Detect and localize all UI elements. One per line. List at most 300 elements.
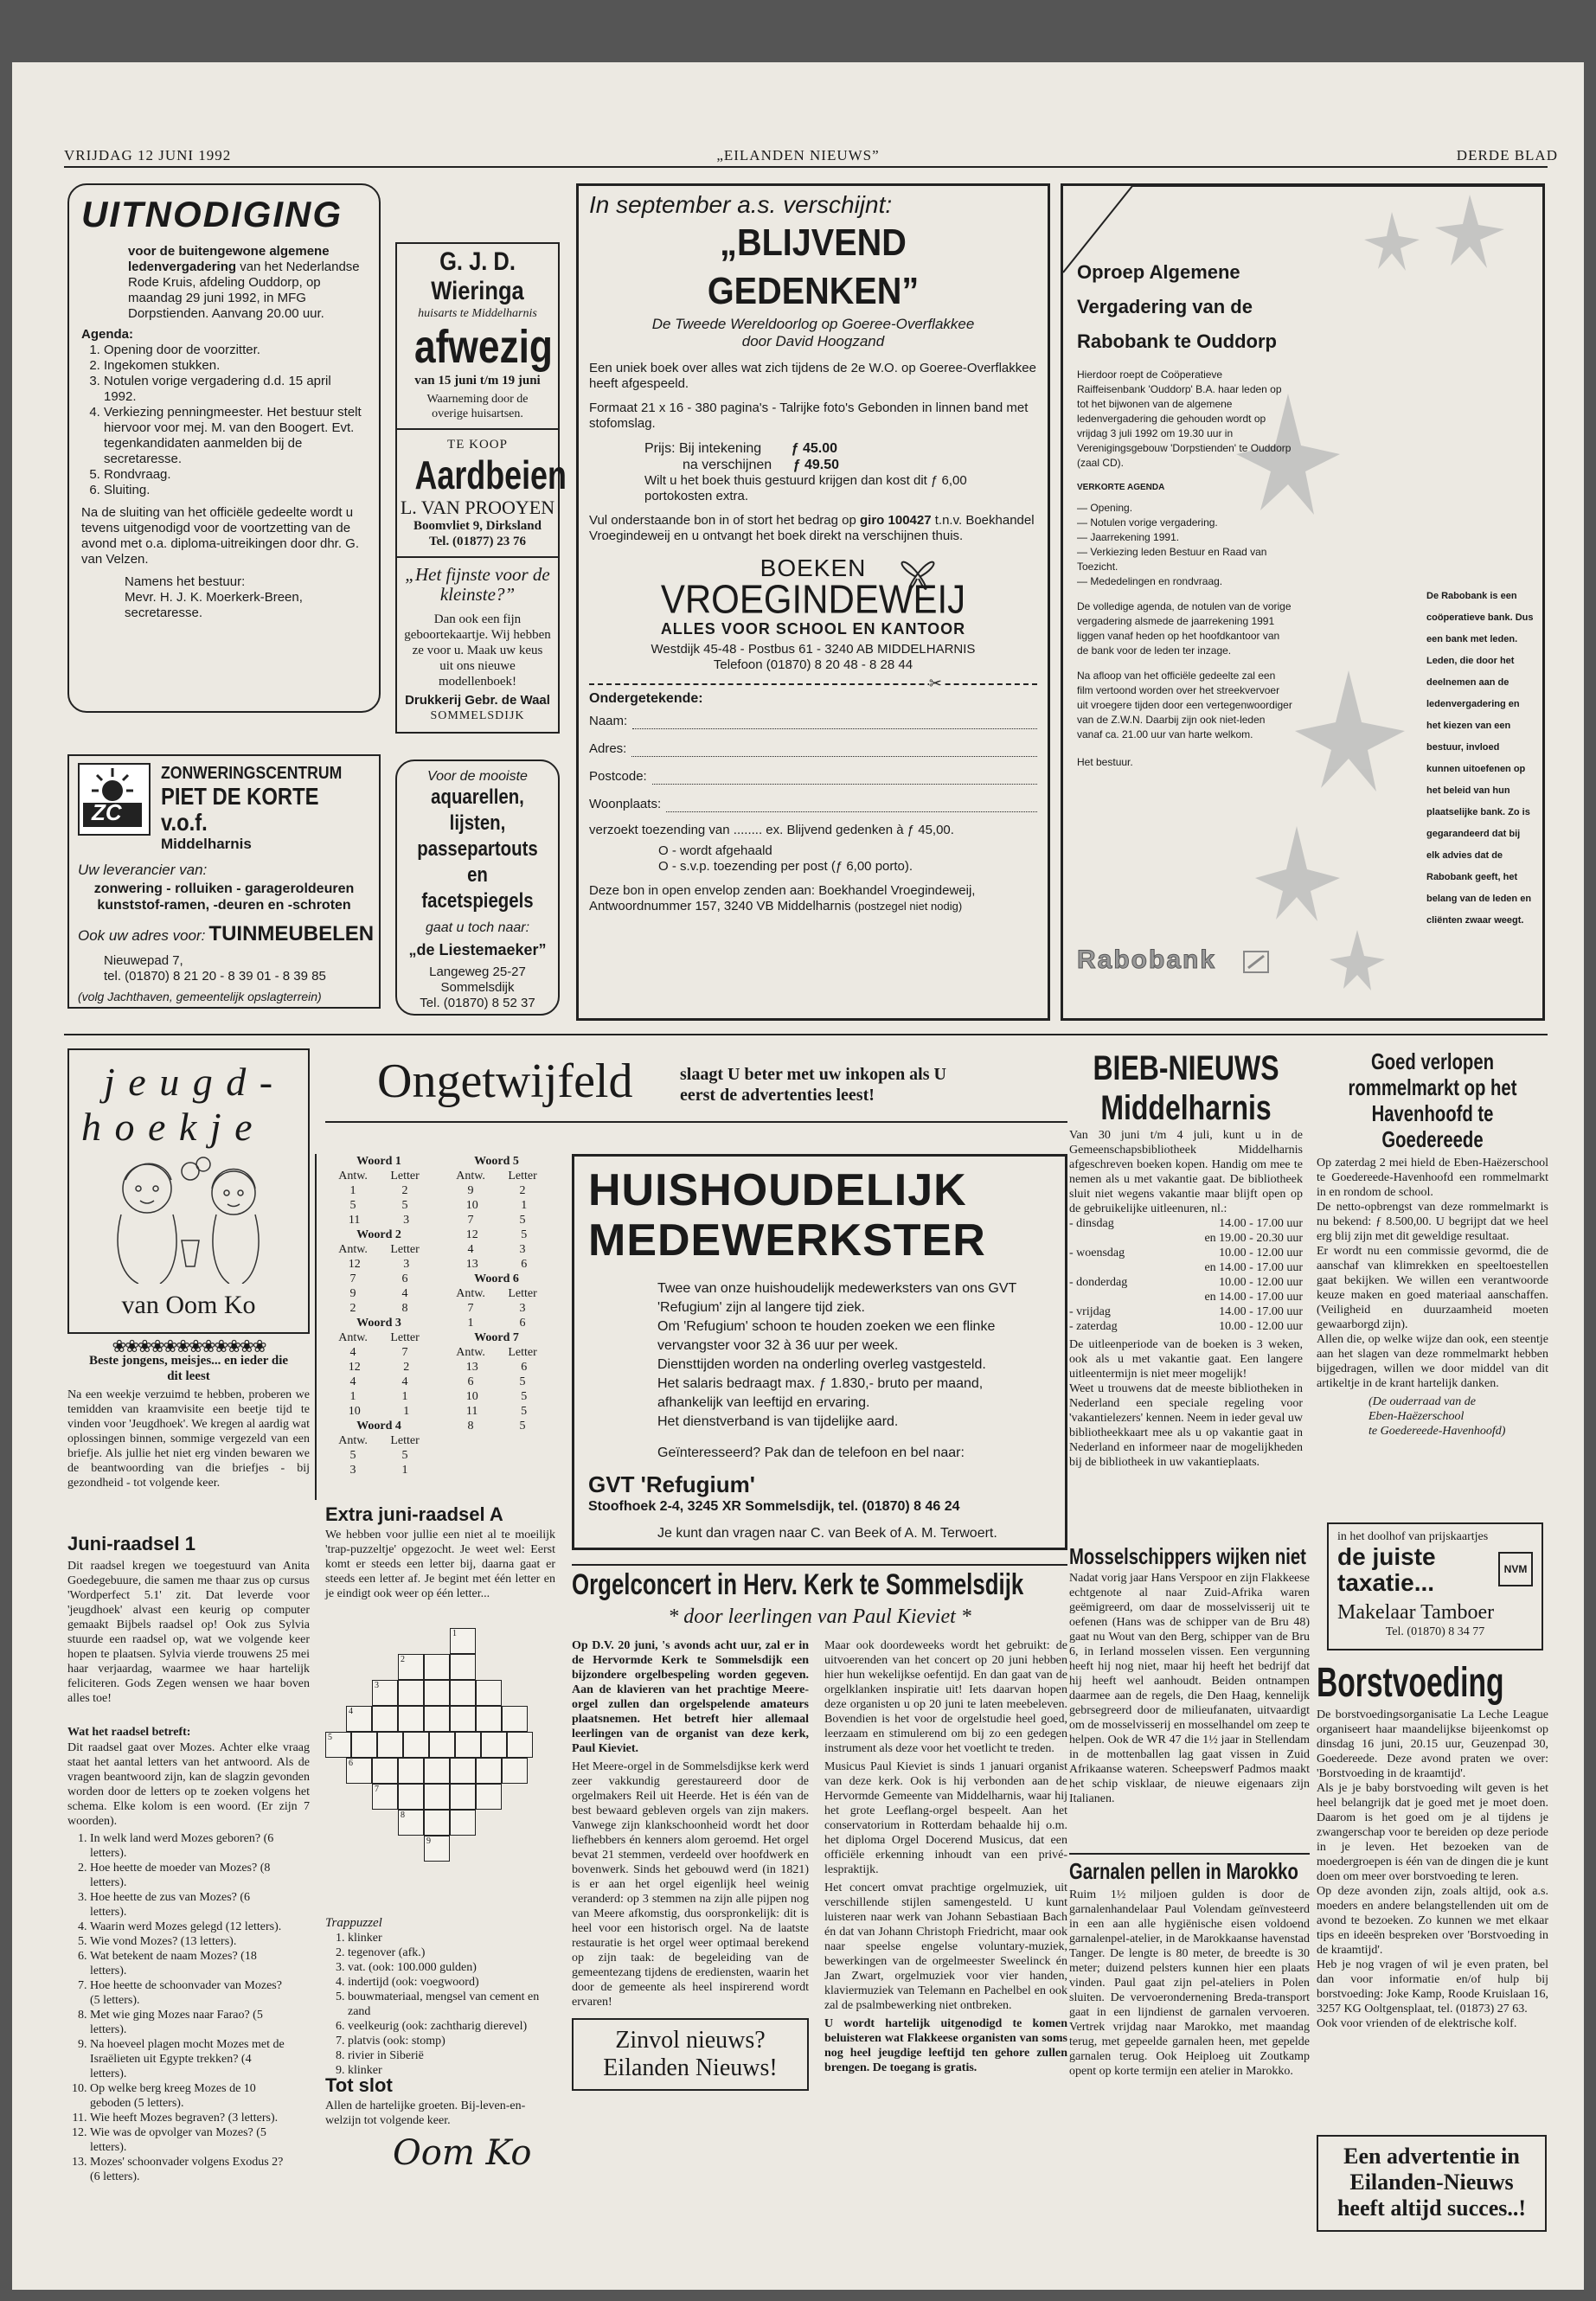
- cell: 5: [521, 1390, 528, 1403]
- rabobank-ad: [1061, 183, 1545, 1021]
- day: - vrijdag: [1069, 1305, 1111, 1318]
- garnalen-p: Ruim 1½ miljoen gulden is door de garnalenhandelaar Paul Volendam geïnvesteerd in een aan alle hygiënische eisen voldoend garnalenpel-atelier, in de Marokkaanse havenstad Tanger. De lengte is 80 meter, de breedte is 30 meter; duizend pelsters kunnen hier een plaats vinden. Paul gaat zijn pel-ateliers in Polen sluiten. De vervoerondernening Breda-transport gaat in een lijndienst de garnalen vervoeren. Vertrek vrijdag naar Marokko, met maandag terug, met gepeelde garnalen heen, met gepelde garnalen terug. Ook Heiploeg uit Zoutkamp opent op korte termijn een atelier in Marokko.: [1069, 1888, 1310, 2078]
- aquarellen-items: aquarellen, lijsten, passepartouts en facetspiegels: [417, 785, 538, 913]
- boek-price1: ƒ 45.00: [791, 441, 838, 456]
- slot-text: Allen de hartelijke groeten. Bij-leven-en-welzijn tot volgende keer.: [325, 2099, 526, 2127]
- uitnodiging-sign1: Namens het bestuur:: [125, 574, 246, 589]
- borst-title: Borstvoeding: [1317, 1660, 1504, 1706]
- cell: 3: [519, 1302, 526, 1315]
- trap-clue: 7. platvis (ook: stomp): [348, 2034, 550, 2048]
- cell: 6: [401, 1272, 408, 1285]
- cell: 5: [521, 1228, 528, 1241]
- puzzle-cell[interactable]: [403, 1732, 429, 1758]
- borstvoeding-article: [1317, 1659, 1548, 2031]
- woonplaats-field[interactable]: [666, 797, 1037, 812]
- cell: 1: [349, 1390, 356, 1403]
- makelaar-name: Makelaar Tamboer: [1337, 1601, 1495, 1624]
- bieb-article: [1069, 1048, 1303, 1470]
- boek-p3: Wilt u het boek thuis gestuurd krijgen dan kost dit ƒ 6,00 portokosten extra.: [644, 473, 967, 503]
- huis-p: Om 'Refugium' schoon te houden zoeken we een flinke vervangster voor 32 à 36 uur per week.: [657, 1319, 996, 1353]
- huis-q: Geïnteresseerd? Pak dan de telefoon en bel naar:: [657, 1445, 965, 1460]
- boek-giro: giro 100427: [860, 513, 932, 528]
- cell: 5: [401, 1449, 408, 1462]
- cell: 4: [467, 1243, 474, 1256]
- aquarellen-voor: Voor de mooiste: [427, 769, 528, 784]
- cell: 5: [521, 1405, 528, 1418]
- newspaper-page: [12, 62, 1584, 2290]
- antw-label: Antw.: [456, 1287, 485, 1300]
- borst-p3: Op deze avonden zijn, zoals altijd, ook a.s. moeders en andere belangstellenden uit om de avond te bezoeken. Zo kunnen we met elkaar tips en ideeën bespreken over 'Borstvoeding in de kraamtijd'.: [1317, 1885, 1548, 1957]
- antw-label: Antw.: [456, 1170, 485, 1183]
- jeugd-p2: Dit raadsel kregen we toegestuurd van Anita Goedegebuure, die samen me thaar zus op cursus 'Wordperfect 5.1' zit. Dat leverde voor 'jeugdhoek' alvast een keurig op computer gemaakt Bijbels raadsel op! Ook zus Sylvia stuurde een raadsel op, wat we volgende keer hopen te plaatsen. Sylvia vierde trouwens 25 mei haar verjaardag, waarmee we haar hartelijk feliciteren. Gods Zegen wensen we haar boven alles toe!: [67, 1560, 310, 1705]
- antw-label: Antw.: [338, 1434, 368, 1447]
- bieb-p3: Weet u trouwens dat de meeste bibliotheken in Nederland een speciale regeling voor 'vakantielezers' kennen. Neem in ieder geval uw bibliotheekkaart mee als u op vakantie gaat in Nederland en informeer naar de mogelijkheden bij de bibliotheek in uw vakantieplaats.: [1069, 1382, 1303, 1469]
- puzzle-cell[interactable]: [424, 1654, 450, 1680]
- fijnste-shop: Drukkerij Gebr. de Waal: [405, 693, 550, 708]
- puzzle-cell[interactable]: [502, 1706, 528, 1732]
- rabo-agenda-item: Mededelingen en rondvraag.: [1090, 575, 1223, 587]
- aardbeien-tekoop: TE KOOP: [447, 438, 508, 452]
- puzzle-cell[interactable]: 8: [398, 1810, 424, 1836]
- bieb-t1: BIEB-NIEUWS: [1093, 1049, 1279, 1087]
- rabo-p3: Na afloop van het officiële gedeelte zal een film vertoond worden over het streekvervoer uit vroegere tijden door een vertegenwoordiger van de Z.W.N. Daarbij zijn ook niet-leden vanaf ca. 21.00 uur van harte welkom.: [1077, 670, 1292, 740]
- zonwering-town: Middelharnis: [161, 836, 252, 852]
- jeugd-question: 10. Op welke berg kreeg Mozes de 10 geboden (5 letters).: [90, 2081, 289, 2111]
- cell: 1: [521, 1199, 528, 1212]
- zonwering-note: (volg Jachthaven, gemeentelijk opslagterrein): [78, 990, 322, 1003]
- cell: 2: [519, 1184, 526, 1197]
- boek-send: Deze bon in open envelop zenden aan: Boekhandel Vroegindeweij, Antwoordnummer 157, 3240 VB Middelharnis: [589, 883, 976, 913]
- cell: 2: [401, 1184, 408, 1197]
- orgel-c2c: Het concert omvat prachtige orgelmuziek, uit verschillende stijlen samengesteld. U kunt luisteren naar werk van Johann Sebastiaan Bach én dat van Johann Christoph Friedricht, maar ook naar speelse engelse voluntary-muziek, bewerkingen van de orgelmeester Sweelinck én Jan Zwart, orgelmuziek voor vier handen, klaviermuziek van Telemann en Pachelbel en ook zal de psalmbewerking niet ontbreken.: [824, 1881, 1067, 2012]
- time: 14.00 - 17.00 uur: [1219, 1305, 1303, 1318]
- jeugd-question: 3. Hoe heette de zus van Mozes? (6 letters).: [90, 1890, 289, 1920]
- cell: 3: [349, 1464, 356, 1477]
- puzzle-cell[interactable]: [398, 1758, 424, 1784]
- rommel-sign3: te Goedereede-Havenhoofd): [1368, 1425, 1506, 1438]
- boek-price2: ƒ 49.50: [792, 458, 840, 472]
- jeugd-question: 6. Wat betekent de naam Mozes? (18 letters).: [90, 1949, 289, 1978]
- cell: 1: [403, 1405, 410, 1418]
- woord-title: Woord 3: [356, 1317, 401, 1330]
- jeugd-h3: Wat het raadsel betreft:: [67, 1726, 191, 1739]
- rommel-p2: De netto-opbrengst van deze rommelmarkt is nu bekend: ƒ 8.500,00. U begrijpt dat we heel erg blij zijn met dit geweldige resultaat.: [1317, 1201, 1548, 1243]
- cell: 9: [349, 1287, 356, 1300]
- puzzle-cell[interactable]: 1: [450, 1628, 476, 1654]
- puzzle-cell[interactable]: [351, 1732, 377, 1758]
- cell: 3: [519, 1243, 526, 1256]
- uitnodiging-title: UITNODIGING: [81, 194, 343, 234]
- cell: 12: [465, 1228, 478, 1241]
- jeugd-p1: Na een weekje verzuimd te hebben, proberen we temidden van kraamvisite een beetje tijd te vinden voor 'Jeugdhoek'. We kregen al aardig wat oplossingen binnen, sommige vergezeld van een briefje. Als jullie het niet erg vinden bewaren we de beantwoording van die briefjes - bij gezondheid - tot volgende keer.: [67, 1388, 310, 1490]
- cell: 2: [403, 1361, 410, 1374]
- orgel-c2b: Musicus Paul Kieviet is sinds 1 januari organist van deze kerk. Ook is hij verbonden aan de Hervormde Gemeente van Middelharnis, waar hij het grote Leeflang-orgel bespeelt. Aan het conservatorium in Rotterdam behaalde hij o.m. het diploma Orgel Docerend Musicus, dat een officiële erkenning inhoudt van een privé-lespraktijk.: [824, 1760, 1067, 1876]
- trap-title: Trappuzzel: [325, 1916, 382, 1930]
- woorden-col1: [327, 1154, 431, 1477]
- form-row-naam[interactable]: [589, 714, 1037, 729]
- uitnodiging-closing: Na de sluiting van het officiële gedeelte wordt u tevens uitgenodigd voor de voortzetting van de avond met o.a. diploma-uitreikingen door dhr. G. van Velzen.: [81, 505, 360, 567]
- makelaar-pre: in het doolhof van prijskaartjes: [1337, 1530, 1489, 1543]
- jeugd-p3: Dit raadsel gaat over Mozes. Achter elke vraag staat het aantal letters van het antwoord. Als de vragen beantwoord zijn, kan de slagzin gevonden worden door de letters op te zoeken volgens het schema. Elke kolom is een woord. (Er zijn 7 woorden).: [67, 1741, 310, 1828]
- mossel-article: [1069, 1541, 1310, 1806]
- boek-form-title: Ondergetekende:: [589, 691, 703, 706]
- cell: 4: [349, 1375, 356, 1388]
- wieringa-sub: huisarts te Middelharnis: [418, 307, 537, 320]
- puzzle-cell[interactable]: 3: [372, 1680, 398, 1706]
- rabo-agenda-label: VERKORTE AGENDA: [1077, 483, 1165, 492]
- time: en 14.00 - 17.00 uur: [1204, 1261, 1303, 1274]
- letter-label: Letter: [390, 1170, 420, 1183]
- woord-title: Woord 7: [474, 1331, 519, 1344]
- letter-label: Letter: [508, 1170, 537, 1183]
- zonwering-addr: Nieuwepad 7,: [104, 953, 183, 968]
- orgel-sub: * door leerlingen van Paul Kieviet *: [668, 1606, 971, 1628]
- bieb-hours: [1069, 1216, 1303, 1334]
- cell: 12: [348, 1361, 361, 1374]
- borst-p5: Ook voor vrienden of de elektrische kolf.: [1317, 2017, 1517, 2030]
- section-rule: [64, 1034, 1548, 1035]
- ongetwijfeld-rest: slaagt U beter met uw inkopen als U eerst de advertenties leest!: [680, 1065, 946, 1105]
- aardbeien-tel: Tel. (01877) 23 76: [429, 535, 526, 548]
- woord-title: Woord 4: [356, 1420, 401, 1433]
- cell: 7: [467, 1302, 474, 1315]
- postcode-field[interactable]: [652, 769, 1037, 785]
- cell: 6: [521, 1361, 528, 1374]
- extra-title: Extra juni-raadsel A: [325, 1503, 503, 1525]
- children-illustration: [87, 1154, 294, 1284]
- adres-field[interactable]: [631, 741, 1037, 757]
- fijnste-town: SOMMELSDIJK: [430, 709, 525, 722]
- makelaar-big: de juiste taxatie...: [1337, 1543, 1436, 1596]
- zc-logo-text: ZC: [92, 799, 122, 825]
- antw-label: Antw.: [456, 1346, 485, 1359]
- aardbeien-big: Aardbeien: [414, 452, 567, 497]
- rommel-title: Goed verlopen rommelmarkt op het Havenhoofd te Goedereede: [1348, 1048, 1517, 1152]
- puzzle-cell[interactable]: [476, 1680, 502, 1706]
- huis-org: GVT 'Refugium': [588, 1471, 755, 1497]
- trap-clue: 9. klinker: [348, 2063, 550, 2078]
- uitnodiging-intro-bold: voor de buitengewone algemene ledenvergadering: [128, 244, 330, 274]
- cell: 2: [349, 1302, 356, 1315]
- jeugd-question: 12. Wie was de opvolger van Mozes? (5 letters).: [90, 2125, 289, 2155]
- jeugd-greet: Beste jongens, meisjes... en ieder die dit leest: [88, 1354, 289, 1383]
- rabo-t3: Rabobank te Ouddorp: [1077, 330, 1277, 352]
- puzzle-cell[interactable]: [424, 1706, 450, 1732]
- puzzle-cell[interactable]: 7: [372, 1784, 398, 1810]
- cell: 6: [519, 1317, 526, 1330]
- cell: 7: [349, 1272, 356, 1285]
- jeugdhoekje-header: [67, 1048, 310, 1334]
- wieringa-name: G. J. D. Wieringa: [431, 247, 524, 305]
- uitnodiging-ad: [67, 183, 381, 713]
- cell: 6: [467, 1375, 474, 1388]
- form-row-woonplaats[interactable]: [589, 797, 1037, 812]
- cell: 5: [349, 1449, 356, 1462]
- agenda-item: 5. Rondvraag.: [104, 467, 367, 483]
- boek-subtitle: De Tweede Wereldoorlog op Goeree-Overflakkee door David Hoogzand: [651, 316, 975, 349]
- puzzle-cell[interactable]: 9: [424, 1836, 450, 1862]
- puzzle-cell[interactable]: [455, 1732, 481, 1758]
- fijnste-body: Dan ook een fijn geboortekaartje. Wij hebben ze voor u. Maak uw keus uit ons nieuwe modellenboek!: [404, 612, 551, 689]
- paper-name: „EILANDEN NIEUWS”: [716, 147, 880, 163]
- jeugdhoekje-column: [67, 1048, 310, 2259]
- puzzle-cell[interactable]: 2: [398, 1654, 424, 1680]
- day: - dinsdag: [1069, 1217, 1114, 1230]
- boek-tel: Telefoon (01870) 8 20 48 - 8 28 44: [713, 657, 913, 672]
- orgel-title: Orgelconcert in Herv. Kerk te Sommelsdijk: [572, 1568, 1024, 1601]
- puzzle-cell[interactable]: [424, 1680, 450, 1706]
- rabo-agenda-item: Jaarrekening 1991.: [1090, 531, 1180, 543]
- jeugd-question: 7. Hoe heette de schoonvader van Mozes? (5 letters).: [90, 1978, 289, 2008]
- time: 10.00 - 12.00 uur: [1219, 1276, 1303, 1289]
- cell: 7: [467, 1214, 474, 1227]
- jeugd-question: 2. Hoe heette de moeder van Mozes? (8 letters).: [90, 1861, 289, 1890]
- boek-addr: Westdijk 45-48 - Postbus 61 - 3240 AB MIDDELHARNIS: [651, 642, 976, 657]
- rabobank-logo: Rabobank: [1077, 945, 1217, 974]
- ongetwijfeld-banner: [325, 1050, 1067, 1123]
- antw-label: Antw.: [338, 1331, 368, 1344]
- agenda-item: 4. Verkiezing penningmeester. Het bestuur stelt hiervoor voor mej. M. van den Boogert. Evt. tegenkandidaten aanmelden bij de secretaresse.: [104, 405, 367, 467]
- cell: 10: [465, 1390, 478, 1403]
- schema-rule: [315, 1154, 317, 1500]
- rabo-agenda-item: Notulen vorige vergadering.: [1090, 516, 1218, 529]
- puzzle-cell[interactable]: [450, 1680, 476, 1706]
- jeugd-question: 8. Met wie ging Mozes naar Farao? (5 letters).: [90, 2008, 289, 2037]
- borst-p1: De borstvoedingsorganisatie La Leche League organiseert haar maandelijkse bijeenkomst op dinsdag 16 juni, 20.15 uur, Geuzenpad 30, Goedereede. Deze avond praten we over: 'Borstvoeding in de kraamtijd'.: [1317, 1708, 1548, 1780]
- trap-clue: 3. vat. (ook: 100.000 gulden): [348, 1960, 550, 1975]
- trap-clue: 8. rivier in Siberië: [348, 2048, 550, 2063]
- aquarellen-name: „de Liestemaeker”: [408, 941, 547, 958]
- huis-body: [588, 1279, 1051, 1463]
- cell: 8: [467, 1420, 474, 1433]
- boek-price2-label: na verschijnen: [683, 458, 772, 472]
- aquarellen-tel: Tel. (01870) 8 52 37: [420, 996, 535, 1010]
- form-label-woonplaats: Woonplaats:: [589, 797, 662, 811]
- puzzle-cell[interactable]: [450, 1654, 476, 1680]
- letter-label: Letter: [390, 1434, 420, 1447]
- cell: 9: [467, 1184, 474, 1197]
- puzzle-cell[interactable]: [424, 1758, 450, 1784]
- time: 10.00 - 12.00 uur: [1219, 1247, 1303, 1259]
- extra-text: We hebben voor jullie een niet al te moeilijk 'trap-puzzeltje' opgezocht. Je weet wel: Eerst komt er steeds een letter bij, daarna gaat er steeds een letter af. Je begint met één letter en je eindigt ook weer op één letter...: [325, 1529, 555, 1600]
- trap-clue: 4. indertijd (ook: voegwoord): [348, 1975, 550, 1990]
- boek-option2[interactable]: O - s.v.p. toezending per post (ƒ 6,00 porto).: [658, 859, 913, 874]
- naam-field[interactable]: [632, 714, 1037, 729]
- puzzle-cell[interactable]: [372, 1758, 398, 1784]
- form-row-adres[interactable]: [589, 741, 1037, 757]
- aquarellen-ad: [395, 760, 560, 1016]
- orgel-c1b: Het Meere-orgel in de Sommelsdijkse kerk werd zeer vakkundig gerestaureerd door de orgelmakers Reil uit Heerde. Het is één van de best bewaard gebleven orgels van zijn makers. Vanwege zijn klankschoonheid wordt het door liefhebbers én kenners alom geroemd. Het orgel bevat 21 stemmen, verdeeld over hoofdwerk en bovenwerk. Sinds het gebouwd werd (in 1821) is er aan het orgel eigenlijk heel weinig veranderd: op 3 stemmen na zijn alle pijpen nog van Meere afkomstig, dus oorspronkelijk: dit is heel voor een historisch orgel. Na de laatste restauratie is het orgel weer optimaal berekend op zijn taak: de begeleiding van de gemeentezang tijdens de erediensten, waarin het door de gemeente als heel inspirerend wordt ervaren!: [572, 1760, 809, 2009]
- zonwering-title: ZONWERINGSCENTRUM: [161, 764, 343, 783]
- agenda-item: 6. Sluiting.: [104, 483, 367, 498]
- puzzle-cell[interactable]: [398, 1784, 424, 1810]
- puzzle-cell[interactable]: [424, 1784, 450, 1810]
- boek-price1-label: Prijs: Bij intekening: [644, 441, 762, 456]
- rabo-p2: De volledige agenda, de notulen van de vorige vergadering alsmede de jaarrekening 1991 liggen vanaf heden op het hoofdkantoor van de bank voor de leden ter inzage.: [1077, 600, 1292, 657]
- issue-date: VRIJDAG 12 JUNI 1992: [64, 147, 232, 163]
- puzzle-cell[interactable]: [377, 1732, 403, 1758]
- antw-label: Antw.: [338, 1243, 368, 1256]
- jeugd-title2: h o e k j e: [81, 1105, 254, 1149]
- puzzle-cell[interactable]: [507, 1732, 533, 1758]
- puzzle-cell[interactable]: [424, 1810, 450, 1836]
- cell: 5: [349, 1199, 356, 1212]
- huis-p: Diensttijden worden na onderling overleg vastgesteld.: [657, 1357, 986, 1372]
- cell: 13: [465, 1258, 478, 1271]
- puzzle-cell[interactable]: [476, 1706, 502, 1732]
- header-rule: [64, 166, 1548, 168]
- puzzle-cell[interactable]: [450, 1810, 476, 1836]
- letter-label: Letter: [508, 1346, 537, 1359]
- jeugd-question: 11. Wie heeft Mozes begraven? (3 letters).: [90, 2111, 289, 2125]
- puzzle-cell[interactable]: [450, 1784, 476, 1810]
- cell: 5: [519, 1375, 526, 1388]
- zonwering-ook: Ook uw adres voor:: [78, 927, 206, 944]
- zinvol-box: Zinvol nieuws? Eilanden Nieuws!: [572, 2018, 809, 2091]
- agenda-item: 3. Notulen vorige vergadering d.d. 15 april 1992.: [104, 374, 367, 405]
- boek-title: „BLIJVEND GEDENKEN”: [707, 221, 920, 312]
- rabo-t1: Oproep Algemene: [1077, 261, 1240, 283]
- cell: 10: [348, 1405, 361, 1418]
- boek-shop3: ALLES VOOR SCHOOL EN KANTOOR: [660, 620, 966, 638]
- trap-puzzle-grid[interactable]: [325, 1628, 555, 1913]
- zonwering-lev: Uw leverancier van:: [78, 862, 208, 878]
- puzzle-cell[interactable]: [372, 1706, 398, 1732]
- rommel-p1: Op zaterdag 2 mei hield de Eben-Haëzerschool te Goedereede-Havenhoofd een rommelmarkt in en rondom de school.: [1317, 1157, 1548, 1199]
- woord-title: Woord 6: [474, 1272, 519, 1285]
- orgelconcert-article: [572, 1564, 1067, 2081]
- woord-title: Woord 2: [356, 1228, 401, 1241]
- day: - zaterdag: [1069, 1320, 1118, 1333]
- huis-p: Twee van onze huishoudelijk medewerksters van ons GVT 'Refugium' zijn al langere tijd ziek.: [657, 1281, 1017, 1315]
- rommel-p3: Er wordt nu een commissie gevormd, die de aanschaf van klimrekken en speeltoestellen gaat bekijken. We willen een verantwoorde keuze maken en goed materiaal aanschaffen. (Veiligheid en duurzaamheid moeten gewaarborgd zijn).: [1317, 1245, 1548, 1331]
- jeugd-question: 9. Na hoeveel plagen mocht Mozes met de Israëlieten uit Egypte trekken? (4 letters).: [90, 2037, 289, 2081]
- cell: 1: [349, 1184, 356, 1197]
- scissors-icon: ✂: [928, 675, 942, 692]
- trap-clue: 1. klinker: [348, 1931, 550, 1945]
- aardbeien-addr: Boomvliet 9, Dirksland: [413, 519, 542, 533]
- wieringa-big: afwezig: [414, 321, 553, 373]
- form-label-naam: Naam:: [589, 714, 628, 728]
- cell: 4: [401, 1287, 408, 1300]
- rabo-agenda-item: Opening.: [1090, 502, 1133, 514]
- cell: 4: [349, 1346, 356, 1359]
- puzzle-cell[interactable]: 4: [346, 1706, 372, 1732]
- slot-title: Tot slot: [325, 2074, 393, 2096]
- cell: 10: [465, 1199, 478, 1212]
- time: en 19.00 - 20.30 uur: [1204, 1232, 1303, 1245]
- cell: 3: [403, 1214, 410, 1227]
- puzzle-cell[interactable]: [481, 1732, 507, 1758]
- section-label: DERDE BLAD: [1456, 147, 1558, 163]
- huis-p: Het dienstverband is van tijdelijke aard.: [657, 1414, 899, 1429]
- garnalen-article: [1069, 1853, 1310, 2079]
- puzzle-cell[interactable]: [450, 1758, 476, 1784]
- woord-title: Woord 1: [356, 1155, 401, 1168]
- rabo-p1: Hierdoor roept de Coöperatieve Raiffeisenbank 'Ouddorp' B.A. haar leden op tot het bijwonen van de algemene ledenvergadering die gehouden wordt op vrijdag 3 juli 1992 om 19.30 uur in Verenigingsgebouw 'Dorpstienden' te Ouddorp (zaal CD).: [1077, 369, 1292, 469]
- boek-p2: Formaat 21 x 16 - 380 pagina's - Talrijke foto's Gebonden in linnen band met stofomslag.: [589, 401, 1029, 431]
- boek-order: verzoekt toezending van ........ ex. Blijvend gedenken à ƒ 45,00.: [589, 823, 954, 837]
- jeugd-title1: j e u g d -: [104, 1060, 275, 1104]
- puzzle-cell[interactable]: [450, 1706, 476, 1732]
- boek-option1[interactable]: O - wordt afgehaald: [658, 843, 772, 858]
- zc-logo: [78, 763, 151, 836]
- cell: 11: [465, 1405, 478, 1418]
- time: 10.00 - 12.00 uur: [1219, 1320, 1303, 1333]
- rabo-t2: Vergadering van de: [1077, 296, 1253, 317]
- zonwering-tel: tel. (01870) 8 21 20 - 8 39 01 - 8 39 85: [104, 969, 326, 984]
- bieb-p1: Van 30 juni t/m 4 juli, kunt u in de Gemeenschapsbibliotheek Middelharnis afgeschreven boeken kopen. Handig om mee te nemen als u met vakantie gaat. De bibliotheek sluit niet wegens vakantie maar blijft open op de gebruikelijke uitleenuren, nl.:: [1069, 1129, 1303, 1215]
- rommel-sign2: Eben-Haëzerschool: [1368, 1410, 1465, 1423]
- wieringa-waarneming: Waarneming door de overige huisartsen.: [426, 393, 529, 420]
- boek-shop1: BOEKEN: [760, 554, 867, 581]
- rommelmarkt-article: [1317, 1048, 1548, 1439]
- form-row-postcode[interactable]: [589, 769, 1037, 785]
- huis-contact: Je kunt dan vragen naar C. van Beek of A. M. Terwoert.: [657, 1526, 997, 1541]
- garnalen-title: Garnalen pellen in Marokko: [1069, 1858, 1298, 1884]
- puzzle-cell[interactable]: [476, 1784, 502, 1810]
- orgel-c2: Maar ook doordeweeks wordt het gebruikt: de uitvoerenden van het concert op 20 juni hebben hier hun wekelijkse oefentijd. En dan gaat van de orgelklanken inspiratie uit! Iets daarvan hopen deze organisten u op 20 juni te laten meebeleven. Bovendien is het voor de orgelstudie heel goed, leerzaam en stimulerend om bij zo een gedegen instrument als deze voor het voetlicht te treden.: [824, 1639, 1067, 1755]
- woorden-col2: [445, 1154, 548, 1433]
- boek-send-note: (postzegel niet nodig): [854, 900, 963, 913]
- huis-t2: MEDEWERKSTER: [588, 1215, 986, 1266]
- puzzle-cell[interactable]: 6: [346, 1758, 372, 1784]
- puzzle-cell[interactable]: [398, 1706, 424, 1732]
- letter-label: Letter: [390, 1331, 420, 1344]
- cell: 1: [401, 1464, 408, 1477]
- puzzle-cell[interactable]: 5: [325, 1732, 351, 1758]
- cell: 1: [467, 1317, 474, 1330]
- cell: 3: [403, 1258, 410, 1271]
- rommel-sign1: (De ouderraad van de: [1368, 1395, 1477, 1408]
- aquarellen-gaat: gaat u toch naar:: [425, 920, 530, 935]
- fijnste-title: „Het fijnste voor de kleinste?”: [405, 564, 550, 605]
- huis-p: Het salaris bedraagt max. ƒ 1.830,- bruto per maand, afhankelijk van leeftijd en ervaring.: [657, 1376, 984, 1410]
- rabo-agenda: — Opening. — Notulen vorige vergadering. — Jaarrekening 1991. — Verkiezing leden Bestuur en Raad van Toezicht. — Mededelingen en rondvraag.: [1077, 502, 1267, 587]
- day: - woensdag: [1069, 1247, 1125, 1259]
- trap-clue: 6. veelkeurig (ook: zachtharig dierevel): [348, 2019, 550, 2034]
- trap-clue: 5. bouwmateriaal, mengsel van cement en zand: [348, 1990, 550, 2019]
- cell: 8: [401, 1302, 408, 1315]
- puzzle-cell[interactable]: [429, 1732, 455, 1758]
- rommel-p4: Allen die, op welke wijze dan ook, een steentje aan het slagen van deze rommelmarkt hebben bijgedragen, willen we door middel van dit artikeltje in de krant hartelijk danken.: [1317, 1333, 1548, 1390]
- rabo-sign: Het bestuur.: [1077, 756, 1133, 768]
- puzzle-cell[interactable]: [398, 1680, 424, 1706]
- huis-addr: Stoofhoek 2-4, 3245 XR Sommelsdijk, tel. (01870) 8 46 24: [588, 1499, 960, 1514]
- boek-p1: Een uniek boek over alles wat zich tijdens de 2e W.O. op Goeree-Overflakkee heeft afgespeeld.: [589, 361, 1036, 391]
- jeugd-question: 13. Mozes' schoonvader volgens Exodus 2? (6 letters).: [90, 2155, 289, 2184]
- puzzle-cell[interactable]: [476, 1758, 502, 1784]
- nvm-badge: NVM: [1498, 1552, 1533, 1586]
- zonwering-ad: [67, 754, 381, 1009]
- boek-pre: In september a.s. verschijnt:: [589, 191, 893, 218]
- aquarellen-town: Sommelsdijk: [440, 980, 515, 995]
- rabobank-logo-icon: [1243, 951, 1269, 973]
- letter-label: Letter: [390, 1243, 420, 1256]
- rabo-agenda-item: Verkiezing leden Bestuur en Raad van Toezicht.: [1077, 546, 1267, 573]
- cell: 1: [401, 1390, 408, 1403]
- jeugd-question: 5. Wie vond Mozes? (13 letters).: [90, 1934, 289, 1949]
- jeugd-question: 1. In welk land werd Mozes geboren? (6 letters).: [90, 1831, 289, 1861]
- form-label-postcode: Postcode:: [589, 769, 647, 784]
- makelaar-tel: Tel. (01870) 8 34 77: [1385, 1625, 1485, 1638]
- cut-line: [589, 675, 1037, 692]
- uitnodiging-sign2: Mevr. H. J. K. Moerkerk-Breen, secretaresse.: [125, 590, 303, 620]
- rabo-side: De Rabobank is een coöperatieve bank. Dus een bank met leden. Leden, die door het deelnemen aan de ledenvergadering en het kiezen van een bestuur, invloed kunnen uitoefenen op het beleid van hun plaatselijke bank. Zo is gegarandeerd dat bij elk advies dat de Rabobank geeft, het belang van de leden en cliënten zwaar weegt.: [1426, 591, 1534, 926]
- jeugd-by: van Oom Ko: [121, 1291, 256, 1319]
- blijvend-gedenken-ad: [576, 183, 1050, 1021]
- puzzle-cell[interactable]: [502, 1758, 528, 1784]
